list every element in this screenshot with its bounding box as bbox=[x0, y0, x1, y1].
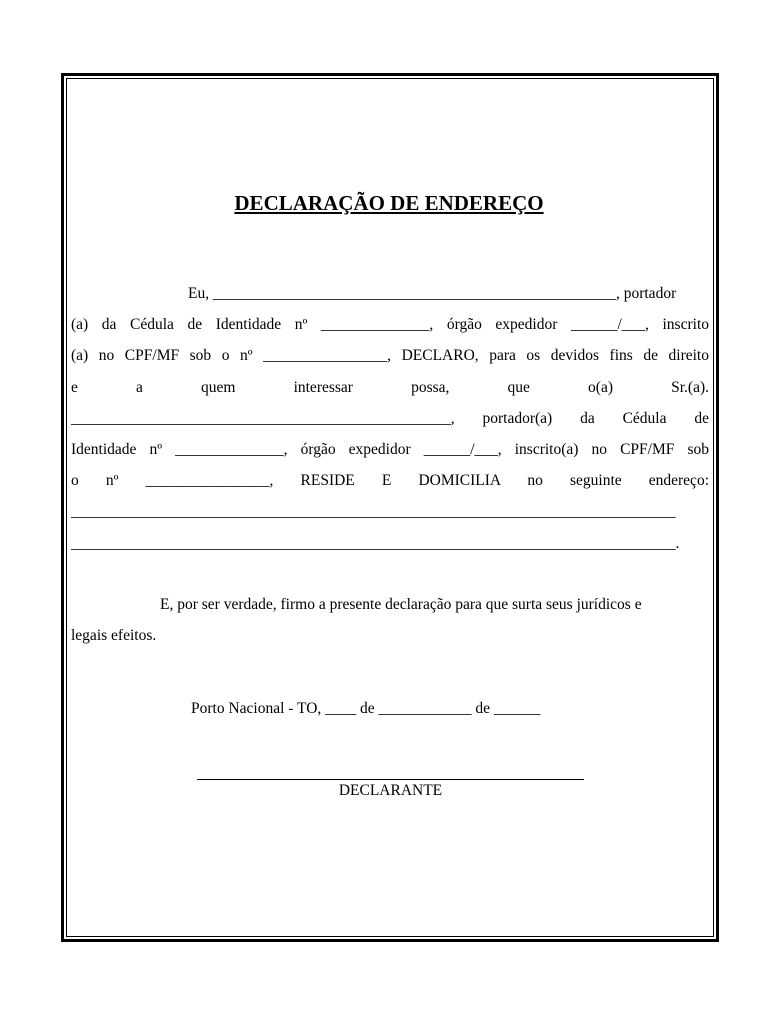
body-line-2: (a) da Cédula de Identidade nº ______________, órgão expedidor ______/___, inscrito bbox=[71, 316, 709, 334]
declaration-body bbox=[71, 278, 709, 559]
address-blank-line-1: ______________________________________________________________________________ bbox=[71, 503, 676, 521]
signature-label: DECLARANTE bbox=[338, 782, 443, 799]
address-blank-line-2: ______________________________________________________________________________. bbox=[71, 534, 680, 552]
closing-line-1: E, por ser verdade, firmo a presente declaração para que surta seus jurídicos e bbox=[160, 596, 642, 613]
closing-paragraph bbox=[71, 589, 709, 651]
document-title: DECLARAÇÃO DE ENDEREÇO bbox=[234, 191, 544, 215]
body-line-4: e a quem interessar possa, que o(a) Sr.(a). bbox=[71, 378, 709, 396]
closing-line-2: legais efeitos. bbox=[71, 627, 157, 645]
body-line-3: (a) no CPF/MF sob o nº ________________, DECLARO, para os devidos fins de direito bbox=[71, 347, 709, 365]
body-line-5: _________________________________________________, portador(a) da Cédula de bbox=[71, 409, 709, 427]
place-and-date: Porto Nacional - TO, ____ de ____________ de ______ bbox=[191, 700, 541, 717]
body-line-7: o nº ________________, RESIDE E DOMICILIA no seguinte endereço: bbox=[71, 472, 709, 490]
body-line-1: Eu, ____________________________________________________, portador bbox=[188, 285, 677, 302]
body-line-6: Identidade nº ______________, órgão expedidor ______/___, inscrito(a) no CPF/MF sob bbox=[71, 440, 709, 458]
